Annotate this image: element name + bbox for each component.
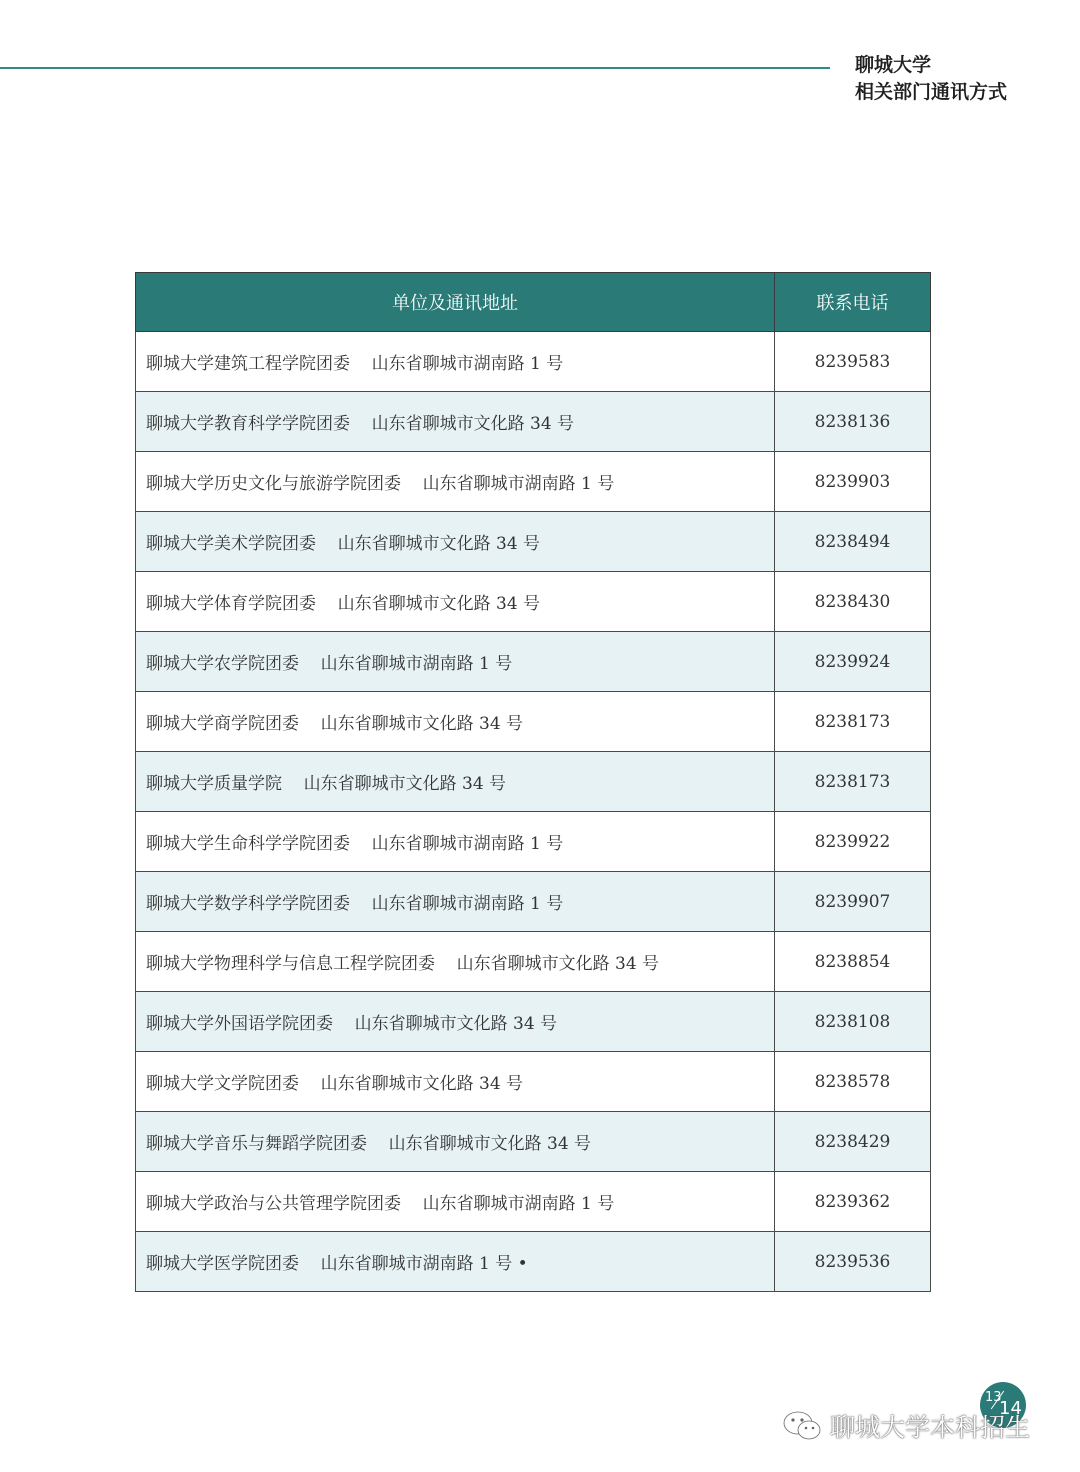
wechat-icon: [782, 1409, 824, 1443]
column-header-unit: 单位及通讯地址: [136, 273, 775, 332]
table-row: [136, 632, 931, 692]
header-title: [855, 52, 1007, 106]
header-rule: [0, 67, 830, 69]
unit-address-cell: 聊城大学美术学院团委 山东省聊城市文化路 34 号: [136, 512, 775, 572]
phone-cell: 8239583: [775, 332, 931, 392]
table-header-row: [136, 273, 931, 332]
unit-address-cell: 聊城大学文学院团委 山东省聊城市文化路 34 号: [136, 1052, 775, 1112]
header-title-line1: 聊城大学: [855, 54, 932, 76]
table-row: [136, 1172, 931, 1232]
table-row: [136, 332, 931, 392]
table-row: [136, 932, 931, 992]
table-row: [136, 1052, 931, 1112]
phone-cell: 8238108: [775, 992, 931, 1052]
phone-cell: 8238429: [775, 1112, 931, 1172]
table-row: [136, 1232, 931, 1292]
unit-address-cell: 聊城大学农学院团委 山东省聊城市湖南路 1 号: [136, 632, 775, 692]
column-header-phone: 联系电话: [775, 273, 931, 332]
unit-address-cell: 聊城大学教育科学学院团委 山东省聊城市文化路 34 号: [136, 392, 775, 452]
page-number-right: 14: [999, 1398, 1022, 1419]
phone-cell: 8238430: [775, 572, 931, 632]
table-row: [136, 512, 931, 572]
phone-cell: 8238136: [775, 392, 931, 452]
phone-cell: 8238494: [775, 512, 931, 572]
phone-cell: 8239907: [775, 872, 931, 932]
unit-address-cell: 聊城大学生命科学学院团委 山东省聊城市湖南路 1 号: [136, 812, 775, 872]
table-row: [136, 812, 931, 872]
phone-cell: 8238854: [775, 932, 931, 992]
table-row: [136, 992, 931, 1052]
contact-table: [135, 272, 931, 1292]
unit-address-cell: 聊城大学体育学院团委 山东省聊城市文化路 34 号: [136, 572, 775, 632]
table-row: [136, 752, 931, 812]
unit-address-cell: 聊城大学物理科学与信息工程学院团委 山东省聊城市文化路 34 号: [136, 932, 775, 992]
table-row: [136, 1112, 931, 1172]
phone-cell: 8238173: [775, 752, 931, 812]
table-row: [136, 452, 931, 512]
page-number-left: 13: [985, 1390, 1002, 1405]
unit-address-cell: 聊城大学音乐与舞蹈学院团委 山东省聊城市文化路 34 号: [136, 1112, 775, 1172]
watermark-text: 聊城大学本科招生: [830, 1413, 1031, 1442]
unit-address-cell: 聊城大学建筑工程学院团委 山东省聊城市湖南路 1 号: [136, 332, 775, 392]
table-row: [136, 872, 931, 932]
table-row: [136, 572, 931, 632]
phone-cell: 8239922: [775, 812, 931, 872]
phone-cell: 8238578: [775, 1052, 931, 1112]
phone-cell: 8239924: [775, 632, 931, 692]
header-title-line2: 相关部门通讯方式: [855, 81, 1008, 103]
table-row: [136, 392, 931, 452]
unit-address-cell: 聊城大学质量学院 山东省聊城市文化路 34 号: [136, 752, 775, 812]
watermark: [782, 1406, 1030, 1446]
unit-address-cell: 聊城大学历史文化与旅游学院团委 山东省聊城市湖南路 1 号: [136, 452, 775, 512]
phone-cell: 8239536: [775, 1232, 931, 1292]
phone-cell: 8239903: [775, 452, 931, 512]
unit-address-cell: 聊城大学医学院团委 山东省聊城市湖南路 1 号 •: [136, 1232, 775, 1292]
unit-address-cell: 聊城大学商学院团委 山东省聊城市文化路 34 号: [136, 692, 775, 752]
unit-address-cell: 聊城大学政治与公共管理学院团委 山东省聊城市湖南路 1 号: [136, 1172, 775, 1232]
unit-address-cell: 聊城大学数学科学学院团委 山东省聊城市湖南路 1 号: [136, 872, 775, 932]
unit-address-cell: 聊城大学外国语学院团委 山东省聊城市文化路 34 号: [136, 992, 775, 1052]
phone-cell: 8239362: [775, 1172, 931, 1232]
table-body: [136, 332, 931, 1292]
phone-cell: 8238173: [775, 692, 931, 752]
table-row: [136, 692, 931, 752]
